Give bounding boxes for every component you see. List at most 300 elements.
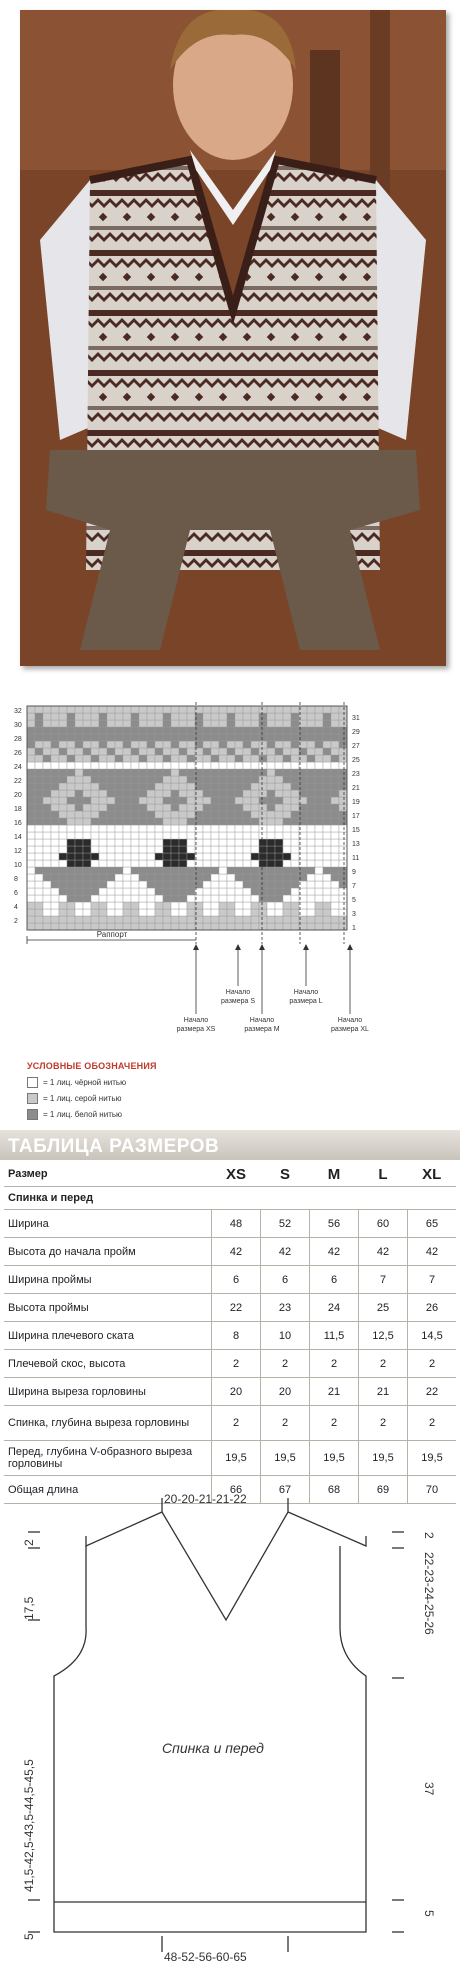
- chart-cell: [307, 776, 315, 783]
- chart-cell: [115, 832, 123, 839]
- chart-cell: [27, 902, 35, 909]
- chart-cell: [107, 860, 115, 867]
- chart-cell: [203, 797, 211, 804]
- schematic-outline: [0, 1490, 460, 1969]
- chart-cell: [163, 713, 171, 720]
- chart-cell: [75, 797, 83, 804]
- chart-cell: [27, 755, 35, 762]
- row-value: 19,5: [212, 1441, 261, 1476]
- chart-cell: [35, 797, 43, 804]
- chart-cell: [211, 748, 219, 755]
- chart-cell: [51, 706, 59, 713]
- chart-cell: [67, 783, 75, 790]
- chart-cell: [315, 790, 323, 797]
- chart-cell: [323, 888, 331, 895]
- row-value: 23: [261, 1294, 310, 1322]
- chart-cell: [75, 755, 83, 762]
- chart-cell: [307, 888, 315, 895]
- row-label: Спинка, глубина выреза горловины: [4, 1406, 212, 1441]
- chart-cell: [211, 825, 219, 832]
- chart-cell: [139, 895, 147, 902]
- chart-cell: [315, 734, 323, 741]
- chart-cell: [243, 804, 251, 811]
- chart-cell: [323, 832, 331, 839]
- chart-cell: [139, 769, 147, 776]
- chart-cell: [259, 916, 267, 923]
- chart-cell: [123, 720, 131, 727]
- chart-cell: [243, 706, 251, 713]
- chart-cell: [155, 909, 163, 916]
- chart-cell: [251, 748, 259, 755]
- chart-cell: [163, 909, 171, 916]
- chart-cell: [267, 923, 275, 930]
- chart-cell: [323, 923, 331, 930]
- chart-cell: [27, 762, 35, 769]
- chart-cell: [35, 902, 43, 909]
- chart-cell: [235, 776, 243, 783]
- row-value: 21: [359, 1378, 408, 1406]
- chart-cell: [267, 734, 275, 741]
- chart-cell: [115, 923, 123, 930]
- chart-cell: [291, 860, 299, 867]
- chart-cell: [251, 776, 259, 783]
- chart-cell: [83, 762, 91, 769]
- chart-cell: [203, 755, 211, 762]
- row-value: 2: [212, 1406, 261, 1441]
- chart-cell: [155, 783, 163, 790]
- chart-cell: [275, 706, 283, 713]
- chart-cell: [179, 818, 187, 825]
- chart-cell: [99, 818, 107, 825]
- chart-cell: [35, 881, 43, 888]
- chart-cell: [139, 888, 147, 895]
- chart-cell: [323, 797, 331, 804]
- table-row: [4, 1238, 456, 1266]
- chart-cell: [131, 867, 139, 874]
- header-size-xs: XS: [212, 1162, 261, 1187]
- chart-cell: [307, 825, 315, 832]
- chart-cell: [315, 881, 323, 888]
- chart-cell: [179, 860, 187, 867]
- chart-cell: [187, 797, 195, 804]
- chart-cell: [43, 902, 51, 909]
- chart-cell: [123, 902, 131, 909]
- chart-cell: [91, 916, 99, 923]
- chart-cell: [147, 923, 155, 930]
- chart-cell: [219, 706, 227, 713]
- chart-cell: [147, 783, 155, 790]
- chart-cell: [291, 867, 299, 874]
- chart-cell: [283, 888, 291, 895]
- chart-cell: [147, 888, 155, 895]
- chart-cell: [243, 888, 251, 895]
- chart-cell: [235, 727, 243, 734]
- start-arrowhead: [303, 944, 309, 950]
- chart-cell: [147, 895, 155, 902]
- row-value: 7: [408, 1266, 457, 1294]
- chart-cell: [163, 762, 171, 769]
- chart-cell: [171, 832, 179, 839]
- chart-cell: [75, 720, 83, 727]
- chart-cell: [115, 874, 123, 881]
- chart-cell: [187, 741, 195, 748]
- chart-cell: [291, 902, 299, 909]
- chart-cell: [339, 776, 347, 783]
- chart-cell: [179, 755, 187, 762]
- chart-grid: [0, 700, 460, 1060]
- chart-cell: [307, 874, 315, 881]
- chart-cell: [83, 825, 91, 832]
- chart-cell: [43, 832, 51, 839]
- chart-cell: [59, 769, 67, 776]
- row-number-left: 32: [14, 708, 22, 715]
- chart-cell: [179, 790, 187, 797]
- chart-cell: [59, 706, 67, 713]
- chart-cell: [243, 797, 251, 804]
- chart-cell: [27, 825, 35, 832]
- chart-cell: [27, 734, 35, 741]
- chart-cell: [163, 867, 171, 874]
- chart-cell: [59, 853, 67, 860]
- chart-cell: [243, 874, 251, 881]
- chart-cell: [107, 895, 115, 902]
- chart-cell: [147, 832, 155, 839]
- schematic-label: Спинка и перед: [162, 1740, 264, 1756]
- chart-cell: [115, 811, 123, 818]
- chart-cell: [107, 839, 115, 846]
- chart-cell: [107, 769, 115, 776]
- chart-cell: [307, 902, 315, 909]
- chart-cell: [211, 846, 219, 853]
- row-label: Перед, глубина V-образного выреза горловины: [4, 1441, 212, 1476]
- chart-cell: [75, 902, 83, 909]
- chart-cell: [83, 734, 91, 741]
- chart-cell: [243, 811, 251, 818]
- chart-cell: [179, 748, 187, 755]
- chart-cell: [99, 720, 107, 727]
- chart-cell: [203, 818, 211, 825]
- chart-cell: [107, 874, 115, 881]
- chart-cell: [307, 881, 315, 888]
- chart-cell: [123, 706, 131, 713]
- chart-cell: [267, 783, 275, 790]
- chart-cell: [203, 783, 211, 790]
- row-value: 12,5: [359, 1322, 408, 1350]
- chart-cell: [155, 804, 163, 811]
- chart-cell: [179, 895, 187, 902]
- chart-cell: [219, 860, 227, 867]
- table-header-row: [4, 1162, 456, 1187]
- chart-cell: [227, 825, 235, 832]
- chart-cell: [51, 825, 59, 832]
- chart-cell: [211, 839, 219, 846]
- chart-cell: [67, 888, 75, 895]
- chart-cell: [171, 874, 179, 881]
- chart-cell: [219, 902, 227, 909]
- row-value: 48: [212, 1210, 261, 1238]
- chart-cell: [267, 713, 275, 720]
- chart-cell: [187, 874, 195, 881]
- chart-cell: [275, 888, 283, 895]
- chart-cell: [123, 811, 131, 818]
- chart-cell: [99, 797, 107, 804]
- chart-cell: [91, 902, 99, 909]
- chart-cell: [267, 748, 275, 755]
- chart-cell: [35, 706, 43, 713]
- chart-cell: [243, 776, 251, 783]
- chart-cell: [75, 727, 83, 734]
- chart-cell: [275, 811, 283, 818]
- chart-cell: [187, 713, 195, 720]
- chart-cell: [123, 783, 131, 790]
- chart-cell: [219, 713, 227, 720]
- chart-cell: [75, 895, 83, 902]
- chart-cell: [51, 734, 59, 741]
- chart-cell: [267, 916, 275, 923]
- row-number-right: 1: [352, 925, 356, 932]
- chart-cell: [251, 720, 259, 727]
- chart-cell: [83, 846, 91, 853]
- chart-cell: [331, 727, 339, 734]
- chart-cell: [27, 706, 35, 713]
- chart-cell: [35, 853, 43, 860]
- chart-cell: [307, 811, 315, 818]
- chart-cell: [155, 748, 163, 755]
- chart-cell: [115, 888, 123, 895]
- chart-cell: [115, 706, 123, 713]
- chart-cell: [331, 748, 339, 755]
- chart-cell: [99, 832, 107, 839]
- chart-cell: [275, 818, 283, 825]
- chart-cell: [331, 874, 339, 881]
- chart-cell: [147, 776, 155, 783]
- chart-cell: [187, 706, 195, 713]
- chart-cell: [243, 762, 251, 769]
- chart-cell: [75, 783, 83, 790]
- chart-cell: [275, 832, 283, 839]
- chart-cell: [75, 804, 83, 811]
- chart-cell: [107, 846, 115, 853]
- chart-cell: [307, 734, 315, 741]
- chart-cell: [243, 902, 251, 909]
- chart-cell: [251, 811, 259, 818]
- chart-cell: [51, 832, 59, 839]
- chart-cell: [179, 769, 187, 776]
- row-value: 2: [261, 1406, 310, 1441]
- chart-cell: [83, 818, 91, 825]
- chart-cell: [259, 811, 267, 818]
- chart-cell: [67, 769, 75, 776]
- chart-cell: [163, 860, 171, 867]
- chart-cell: [83, 902, 91, 909]
- chart-cell: [211, 888, 219, 895]
- chart-cell: [107, 881, 115, 888]
- chart-cell: [107, 797, 115, 804]
- chart-cell: [187, 909, 195, 916]
- chart-cell: [291, 734, 299, 741]
- chart-cell: [283, 853, 291, 860]
- chart-cell: [91, 818, 99, 825]
- chart-cell: [67, 727, 75, 734]
- chart-cell: [283, 902, 291, 909]
- chart-cell: [331, 706, 339, 713]
- chart-cell: [203, 720, 211, 727]
- chart-cell: [59, 797, 67, 804]
- chart-cell: [291, 825, 299, 832]
- chart-cell: [147, 909, 155, 916]
- chart-cell: [291, 713, 299, 720]
- chart-cell: [283, 783, 291, 790]
- chart-cell: [291, 769, 299, 776]
- chart-cell: [43, 846, 51, 853]
- chart-cell: [203, 769, 211, 776]
- chart-cell: [27, 741, 35, 748]
- legend-item: [27, 1077, 126, 1088]
- chart-cell: [291, 727, 299, 734]
- chart-cell: [291, 888, 299, 895]
- row-value: 67: [261, 1476, 310, 1504]
- chart-cell: [275, 923, 283, 930]
- chart-cell: [27, 727, 35, 734]
- chart-cell: [67, 776, 75, 783]
- chart-cell: [323, 734, 331, 741]
- chart-cell: [147, 846, 155, 853]
- chart-cell: [155, 825, 163, 832]
- chart-cell: [291, 846, 299, 853]
- chart-cell: [179, 874, 187, 881]
- chart-cell: [307, 839, 315, 846]
- chart-cell: [283, 776, 291, 783]
- chart-cell: [107, 790, 115, 797]
- chart-cell: [251, 790, 259, 797]
- row-number-right: 17: [352, 813, 360, 820]
- chart-cell: [59, 713, 67, 720]
- row-label: Ширина: [4, 1210, 212, 1238]
- chart-cell: [283, 909, 291, 916]
- photo-illustration: [20, 10, 446, 666]
- chart-cell: [155, 818, 163, 825]
- chart-cell: [99, 881, 107, 888]
- chart-cell: [123, 727, 131, 734]
- chart-cell: [339, 839, 347, 846]
- chart-cell: [203, 881, 211, 888]
- chart-cell: [131, 888, 139, 895]
- chart-cell: [203, 846, 211, 853]
- chart-cell: [107, 818, 115, 825]
- chart-cell: [203, 776, 211, 783]
- chart-cell: [107, 734, 115, 741]
- chart-cell: [243, 909, 251, 916]
- chart-cell: [291, 909, 299, 916]
- chart-cell: [331, 888, 339, 895]
- chart-cell: [211, 853, 219, 860]
- chart-cell: [91, 790, 99, 797]
- chart-cell: [283, 825, 291, 832]
- chart-cell: [259, 720, 267, 727]
- chart-cell: [323, 909, 331, 916]
- chart-cell: [147, 762, 155, 769]
- chart-cell: [315, 825, 323, 832]
- chart-cell: [75, 874, 83, 881]
- chart-cell: [59, 881, 67, 888]
- start-label-line2: размера XS: [176, 1026, 216, 1033]
- chart-cell: [235, 790, 243, 797]
- chart-cell: [219, 832, 227, 839]
- chart-cell: [307, 853, 315, 860]
- chart-cell: [27, 818, 35, 825]
- chart-cell: [259, 797, 267, 804]
- chart-cell: [235, 811, 243, 818]
- chart-cell: [155, 846, 163, 853]
- chart-cell: [291, 762, 299, 769]
- chart-cell: [203, 867, 211, 874]
- chart-cell: [267, 860, 275, 867]
- chart-cell: [75, 909, 83, 916]
- chart-cell: [35, 769, 43, 776]
- chart-cell: [315, 706, 323, 713]
- row-value: 42: [408, 1238, 457, 1266]
- chart-cell: [27, 748, 35, 755]
- chart-cell: [35, 776, 43, 783]
- chart-cell: [251, 895, 259, 902]
- chart-cell: [99, 713, 107, 720]
- chart-cell: [51, 755, 59, 762]
- chart-cell: [291, 748, 299, 755]
- chart-cell: [323, 860, 331, 867]
- chart-cell: [123, 790, 131, 797]
- chart-cell: [275, 916, 283, 923]
- chart-cell: [179, 902, 187, 909]
- left-vneck-dim: 17,5: [22, 1596, 36, 1620]
- chart-cell: [115, 881, 123, 888]
- chart-cell: [107, 783, 115, 790]
- chart-cell: [211, 734, 219, 741]
- chart-cell: [187, 811, 195, 818]
- chart-cell: [91, 706, 99, 713]
- table-row: [4, 1441, 456, 1476]
- chart-cell: [267, 811, 275, 818]
- header-size-xl: XL: [408, 1162, 457, 1187]
- chart-cell: [51, 860, 59, 867]
- chart-cell: [91, 727, 99, 734]
- start-label-line1: Начало: [225, 989, 251, 996]
- chart-cell: [91, 888, 99, 895]
- chart-cell: [227, 888, 235, 895]
- chart-cell: [91, 839, 99, 846]
- chart-cell: [43, 776, 51, 783]
- chart-cell: [67, 874, 75, 881]
- chart-cell: [259, 881, 267, 888]
- chart-cell: [235, 720, 243, 727]
- chart-cell: [91, 713, 99, 720]
- chart-cell: [155, 755, 163, 762]
- chart-cell: [275, 769, 283, 776]
- chart-cell: [139, 860, 147, 867]
- chart-cell: [323, 762, 331, 769]
- chart-cell: [323, 720, 331, 727]
- row-number-right: 3: [352, 911, 356, 918]
- chart-cell: [323, 902, 331, 909]
- chart-cell: [171, 860, 179, 867]
- chart-cell: [123, 818, 131, 825]
- chart-cell: [147, 720, 155, 727]
- start-label-line1: Начало: [337, 1017, 363, 1024]
- table-row: [4, 1378, 456, 1406]
- left-bottom-dim: 5: [22, 1933, 36, 1940]
- chart-cell: [43, 762, 51, 769]
- chart-cell: [107, 762, 115, 769]
- chart-cell: [27, 860, 35, 867]
